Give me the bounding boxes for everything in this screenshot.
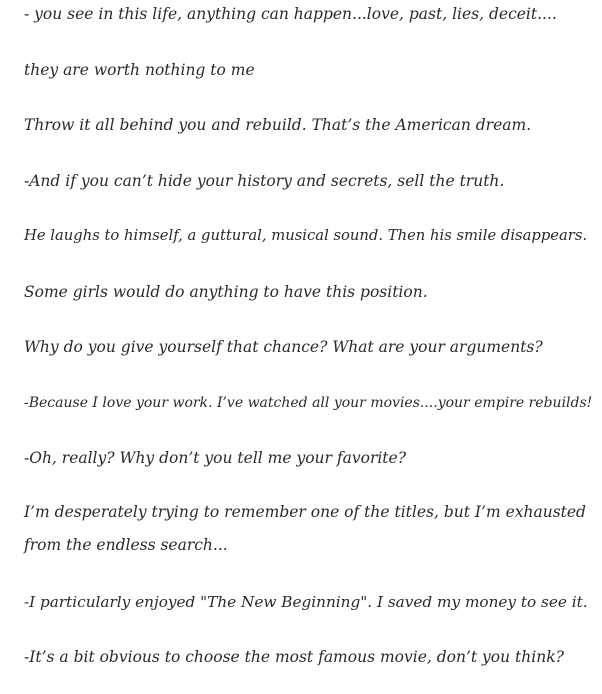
paragraph-3: Throw it all behind you and rebuild. That’s the American dream. [24,116,532,134]
paragraph-8: -Because I love your work. I’ve watched all your movies....your empire rebuilds! [24,395,593,411]
paragraph-4: -And if you can’t hide your history and secrets, sell the truth. [24,172,505,190]
paragraph-12: -It’s a bit obvious to choose the most famous movie, don’t you think? [24,648,564,666]
paragraph-10: I’m desperately trying to remember one of the titles, but I’m exhausted from the endless search... [24,503,586,554]
paragraph-1: - you see in this life, anything can happen...love, past, lies, deceit.... [24,5,557,23]
paragraph-2: they are worth nothing to me [24,61,255,79]
paragraph-6: Some girls would do anything to have this position. [24,283,428,301]
paragraph-11: -I particularly enjoyed "The New Beginning". I saved my money to see it. [24,593,588,611]
paragraph-9: -Oh, really? Why don’t you tell me your favorite? [24,449,407,467]
paragraph-5: He laughs to himself, a guttural, musical sound. Then his smile disappears. [24,227,588,244]
paragraph-7: Why do you give yourself that chance? What are your arguments? [24,338,543,356]
